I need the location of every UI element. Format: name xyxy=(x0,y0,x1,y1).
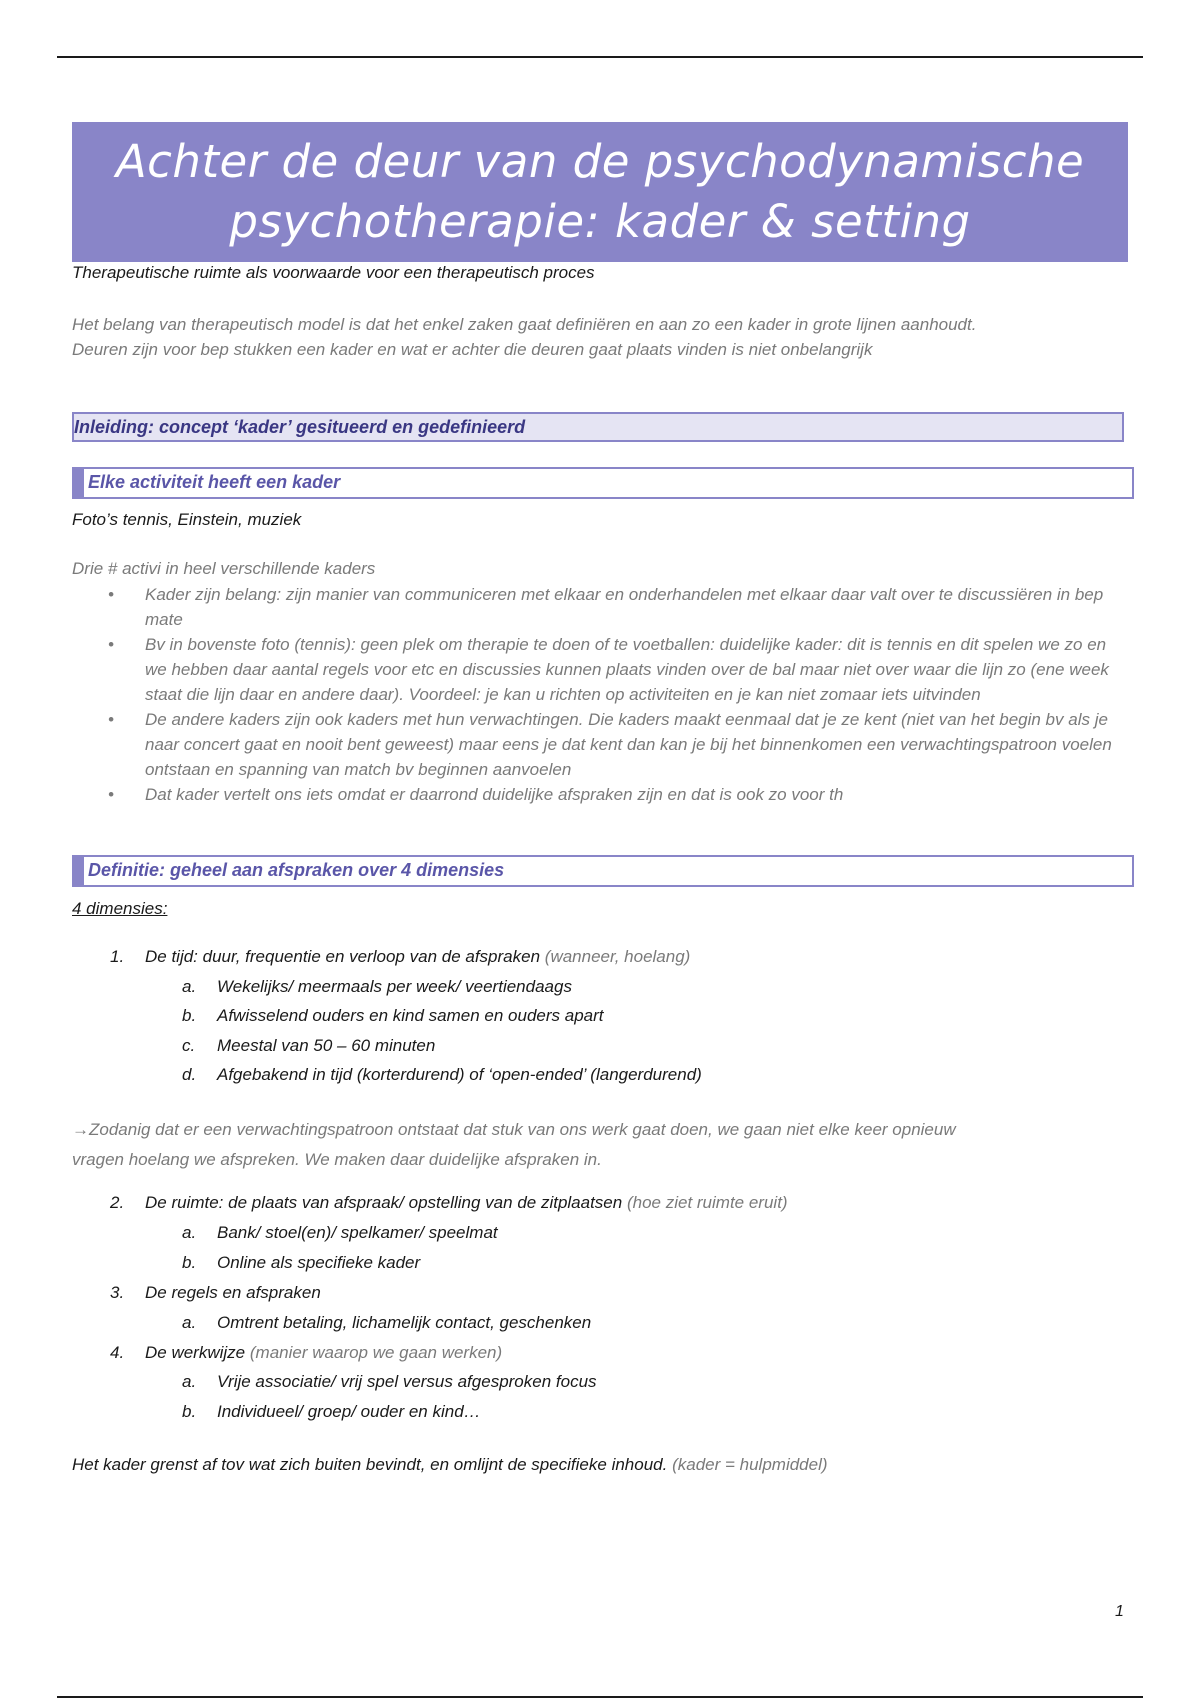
sub-item: Vrije associatie/ vrij spel versus afgesproken focus xyxy=(217,1372,597,1391)
bullet-text: De andere kaders zijn ook kaders met hun verwachtingen. Die kaders maakt eenmaal dat je ze kent (niet van het begin bv als je naar concert gaat en nooit bent geweest) maar eens je dat kent dan kan je bij het binnenkomen een verwachtingspatroon voelen ontstaan en spanning van match bv beginnen aanvoelen xyxy=(145,710,1112,779)
section-heading-inleiding: Inleiding: concept ‘kader’ gesitueerd en gedefinieerd xyxy=(72,412,1124,442)
intro-line: Deuren zijn voor bep stukken een kader en wat er achter die deuren gaat plaats vinden is niet onbelangrijk xyxy=(72,340,873,359)
dimension-item xyxy=(145,1193,788,1213)
sub-letter: a. xyxy=(182,977,197,996)
title-line-1: Achter de deur van de psychodynamische xyxy=(115,135,1085,188)
list-item xyxy=(72,707,1132,782)
sub-letter: b. xyxy=(182,1253,197,1272)
sub-letter: a. xyxy=(182,1372,197,1391)
bullet-dot: • xyxy=(108,785,114,804)
list-number: 2. xyxy=(110,1193,125,1212)
title-line-2: psychotherapie: kader & setting xyxy=(229,195,971,248)
section-heading-definitie: Definitie: geheel aan afspraken over 4 dimensies xyxy=(72,855,1134,887)
intro-paragraph xyxy=(72,312,1132,362)
sub-letter: c. xyxy=(182,1036,196,1055)
closing-line xyxy=(72,1452,828,1477)
bottom-rule xyxy=(57,1696,1143,1698)
bullet-text: Dat kader vertelt ons iets omdat er daarrond duidelijke afspraken zijn en dat is ook zo voor th xyxy=(145,785,844,804)
sub-item: Meestal van 50 – 60 minuten xyxy=(217,1036,436,1055)
dimension-note: (manier waarop we gaan werken) xyxy=(249,1343,503,1362)
dimension-text: De tijd: duur, frequentie en verloop van de afspraken xyxy=(145,947,541,966)
sub-letter: b. xyxy=(182,1402,197,1421)
dimension-text: De regels en afspraken xyxy=(145,1283,321,1302)
dimension-note: (hoe ziet ruimte eruit) xyxy=(626,1193,788,1212)
sub-item: Omtrent betaling, lichamelijk contact, geschenken xyxy=(217,1313,592,1332)
dimension-item xyxy=(145,1343,502,1363)
list-number: 4. xyxy=(110,1343,125,1362)
dimension-note: (wanneer, hoelang) xyxy=(544,947,691,966)
arrow-paragraph xyxy=(72,1115,1142,1175)
page-number: 1 xyxy=(1115,1603,1124,1620)
closing-text: Het kader grenst af tov wat zich buiten bevindt, en omlijnt de specifieke inhoud. xyxy=(72,1455,668,1474)
sub-letter: b. xyxy=(182,1006,197,1025)
list-item xyxy=(72,782,1132,807)
sub-item: Afwisselend ouders en kind samen en ouders apart xyxy=(217,1006,604,1025)
arrow-line: →Zodanig dat er een verwachtingspatroon ontstaat dat stuk van ons werk gaat doen, we gaan niet elke keer opnieuw xyxy=(72,1120,956,1139)
list-item xyxy=(72,582,1132,632)
list-number: 3. xyxy=(110,1283,125,1302)
intro-line: Het belang van therapeutisch model is dat het enkel zaken gaat definiëren en aan zo een kader in grote lijnen aanhoudt. xyxy=(72,315,977,334)
sub-item: Afgebakend in tijd (korterdurend) of ‘open-ended’ (langerdurend) xyxy=(217,1065,702,1084)
dimension-item xyxy=(145,1283,321,1303)
sub-item: Wekelijks/ meermaals per week/ veertiendaags xyxy=(217,977,572,996)
list-item xyxy=(72,632,1132,707)
bullet-text: Kader zijn belang: zijn manier van communiceren met elkaar en onderhandelen met elkaar daar valt over te discussiëren in bep mate xyxy=(145,585,1104,629)
title-banner xyxy=(72,122,1128,262)
sub-item: Bank/ stoel(en)/ spelkamer/ speelmat xyxy=(217,1223,498,1242)
sub-letter: a. xyxy=(182,1223,197,1242)
bullet-list xyxy=(72,582,1132,807)
drie-line: Drie # activi in heel verschillende kaders xyxy=(72,559,376,578)
bullet-dot: • xyxy=(108,585,114,604)
bullet-dot: • xyxy=(108,635,114,654)
closing-note: (kader = hulpmiddel) xyxy=(672,1455,828,1474)
bullet-dot: • xyxy=(108,710,114,729)
bullet-text: Bv in bovenste foto (tennis): geen plek om therapie te doen of te voetballen: duidelijke kader: dit is tennis en dit spelen we zo en we hebben daar aantal regels voor etc en discussies kunnen plaats vinden over de bal maar niet over waar die lijn zo (ene week staat die lijn daar en andere daar). Voordeel: je kan u richten op activiteiten en je kan niet zomaar iets uitvinden xyxy=(145,635,1109,704)
section-heading-activiteit: Elke activiteit heeft een kader xyxy=(72,467,1134,499)
photos-line: Foto’s tennis, Einstein, muziek xyxy=(72,510,302,529)
dimension-text: De ruimte: de plaats van afspraak/ opstelling van de zitplaatsen xyxy=(145,1193,623,1212)
subtitle: Therapeutische ruimte als voorwaarde voor een therapeutisch proces xyxy=(72,263,595,282)
dimension-item xyxy=(145,947,690,967)
top-rule xyxy=(57,56,1143,58)
sub-letter: a. xyxy=(182,1313,197,1332)
list-number: 1. xyxy=(110,947,125,966)
dimension-text: De werkwijze xyxy=(145,1343,246,1362)
sub-item: Individueel/ groep/ ouder en kind… xyxy=(217,1402,481,1421)
dimensions-label: 4 dimensies: xyxy=(72,899,168,918)
arrow-line: vragen hoelang we afspreken. We maken daar duidelijke afspraken in. xyxy=(72,1150,602,1169)
page-title xyxy=(116,132,1084,252)
sub-letter: d. xyxy=(182,1065,197,1084)
sub-item: Online als specifieke kader xyxy=(217,1253,421,1272)
